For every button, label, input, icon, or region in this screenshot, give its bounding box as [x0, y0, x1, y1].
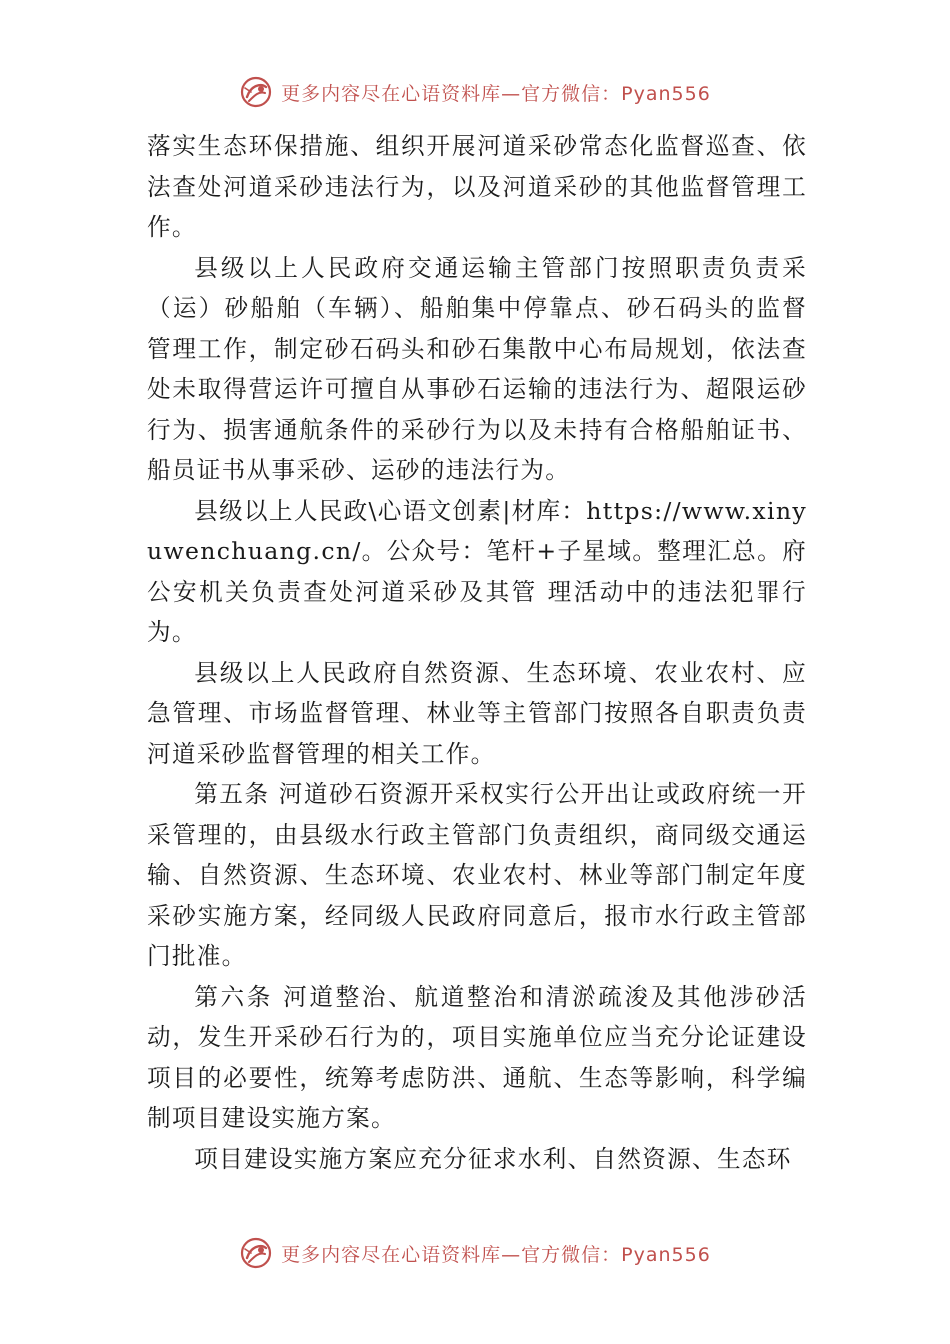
paragraph-2: 县级以上人民政府交通运输主管部门按照职责负责采（运）砂船舶（车辆）、船舶集中停靠点、砂石码头的监督管理工作，制定砂石码头和砂石集散中心布局规划，依法查处未取得营运许可擅自从事砂石运输的违法行为、超限运砂行为、损害通航条件的采砂行为以及未持有合格船舶证书、船员证书从事采砂、运砂的违法行为。: [147, 253, 807, 484]
paragraph-3: 县级以上人民政\心语文创素|材库：https://www.xinyuwenchuang.cn/。公众号：笔杆+子星域。整理汇总。府公安机关负责查处河道采砂及其管 理活动中的违法犯罪行为。: [147, 496, 807, 646]
document-body: [147, 126, 807, 1179]
header-banner: [0, 70, 950, 114]
paragraph-7: 项目建设实施方案应充分征求水利、自然资源、生态环: [194, 1144, 792, 1173]
paragraph-1: 落实生态环保措施、组织开展河道采砂常态化监督巡查、依法查处河道采砂违法行为，以及河道采砂的其他监督管理工作。: [147, 132, 807, 241]
article-5-paragraph: 第五条 河道砂石资源开采权实行公开出让或政府统一开采管理的，由县级水行政主管部门负责组织，商同级交通运输、自然资源、生态环境、农业农村、林业等部门制定年度采砂实施方案，经同级人民政府同意后，报市水行政主管部门批准。: [147, 780, 807, 970]
paragraph-4: 县级以上人民政府自然资源、生态环境、农业农村、应急管理、市场监督管理、林业等主管部门按照各自职责负责河道采砂监督管理的相关工作。: [147, 658, 807, 768]
article-6-paragraph: 第六条 河道整治、航道整治和清淤疏浚及其他涉砂活动，发生开采砂石行为的，项目实施单位应当充分论证建设项目的必要性，统筹考虑防洪、通航、生态等影响，科学编制项目建设实施方案。: [147, 982, 807, 1132]
header-banner-text: 更多内容尽在心语资料库—官方微信：Pyan556: [281, 82, 711, 105]
footer-banner-text: 更多内容尽在心语资料库—官方微信：Pyan556: [281, 1243, 711, 1266]
footer-banner: [0, 1231, 950, 1275]
swirl-logo-icon: [239, 1236, 273, 1270]
swirl-logo-icon: [239, 75, 273, 109]
